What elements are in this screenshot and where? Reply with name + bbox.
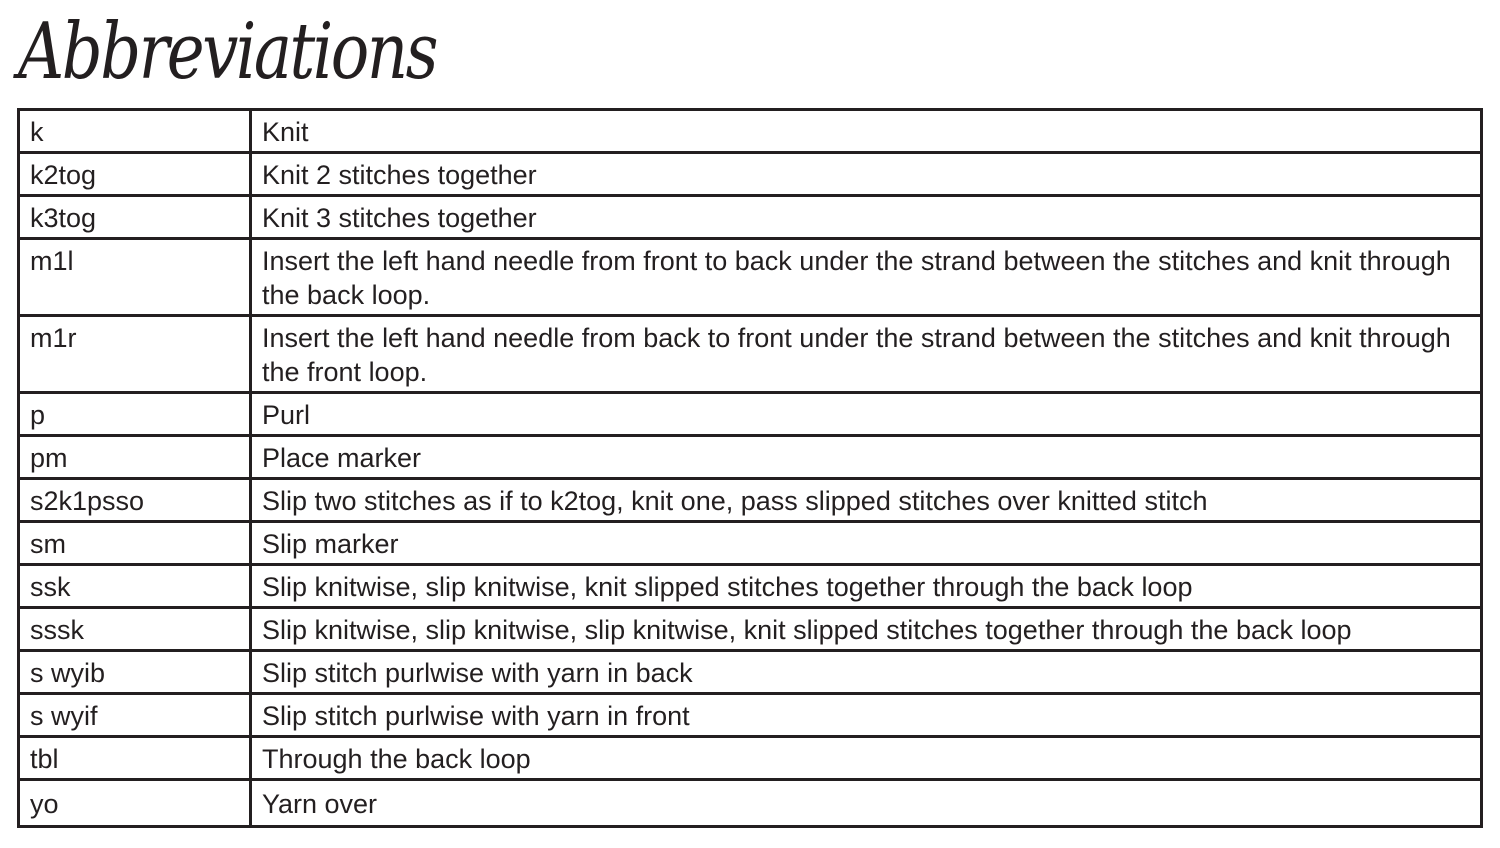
abbreviation-cell: ssk	[19, 565, 251, 608]
abbreviation-cell: yo	[19, 780, 251, 827]
table-row	[19, 479, 1482, 522]
abbreviation-cell: p	[19, 393, 251, 436]
table-row	[19, 393, 1482, 436]
table-row	[19, 608, 1482, 651]
table-row	[19, 565, 1482, 608]
abbreviation-cell: s wyib	[19, 651, 251, 694]
table-row	[19, 737, 1482, 780]
table-row	[19, 153, 1482, 196]
meaning-cell: Slip knitwise, slip knitwise, slip knitwise, knit slipped stitches together through the back loop	[251, 608, 1482, 651]
meaning-cell: Place marker	[251, 436, 1482, 479]
abbreviation-cell: k3tog	[19, 196, 251, 239]
abbreviation-cell: k2tog	[19, 153, 251, 196]
abbreviation-cell: tbl	[19, 737, 251, 780]
meaning-cell: Through the back loop	[251, 737, 1482, 780]
meaning-cell: Knit 3 stitches together	[251, 196, 1482, 239]
meaning-cell: Insert the left hand needle from back to front under the strand between the stitches and knit through the front loop.	[251, 316, 1482, 393]
meaning-cell: Knit	[251, 110, 1482, 153]
abbreviation-cell: pm	[19, 436, 251, 479]
meaning-cell: Slip stitch purlwise with yarn in front	[251, 694, 1482, 737]
abbreviation-cell: s wyif	[19, 694, 251, 737]
abbreviation-cell: m1r	[19, 316, 251, 393]
abbreviations-table	[17, 108, 1483, 828]
meaning-cell: Purl	[251, 393, 1482, 436]
meaning-cell: Slip knitwise, slip knitwise, knit slipped stitches together through the back loop	[251, 565, 1482, 608]
abbreviation-cell: s2k1psso	[19, 479, 251, 522]
table-row	[19, 239, 1482, 316]
abbreviation-cell: m1l	[19, 239, 251, 316]
meaning-cell: Slip two stitches as if to k2tog, knit one, pass slipped stitches over knitted stitch	[251, 479, 1482, 522]
abbreviation-cell: sm	[19, 522, 251, 565]
table-row	[19, 196, 1482, 239]
meaning-cell: Slip marker	[251, 522, 1482, 565]
abbreviation-cell: sssk	[19, 608, 251, 651]
meaning-cell: Insert the left hand needle from front to back under the strand between the stitches and knit through the back loop.	[251, 239, 1482, 316]
table-row	[19, 651, 1482, 694]
page-title: Abbreviations	[18, 7, 436, 97]
meaning-cell: Slip stitch purlwise with yarn in back	[251, 651, 1482, 694]
table-row	[19, 316, 1482, 393]
meaning-cell: Knit 2 stitches together	[251, 153, 1482, 196]
abbreviation-cell: k	[19, 110, 251, 153]
table-row	[19, 110, 1482, 153]
meaning-cell: Yarn over	[251, 780, 1482, 827]
table-row	[19, 436, 1482, 479]
table-row	[19, 780, 1482, 827]
table-row	[19, 694, 1482, 737]
table-row	[19, 522, 1482, 565]
